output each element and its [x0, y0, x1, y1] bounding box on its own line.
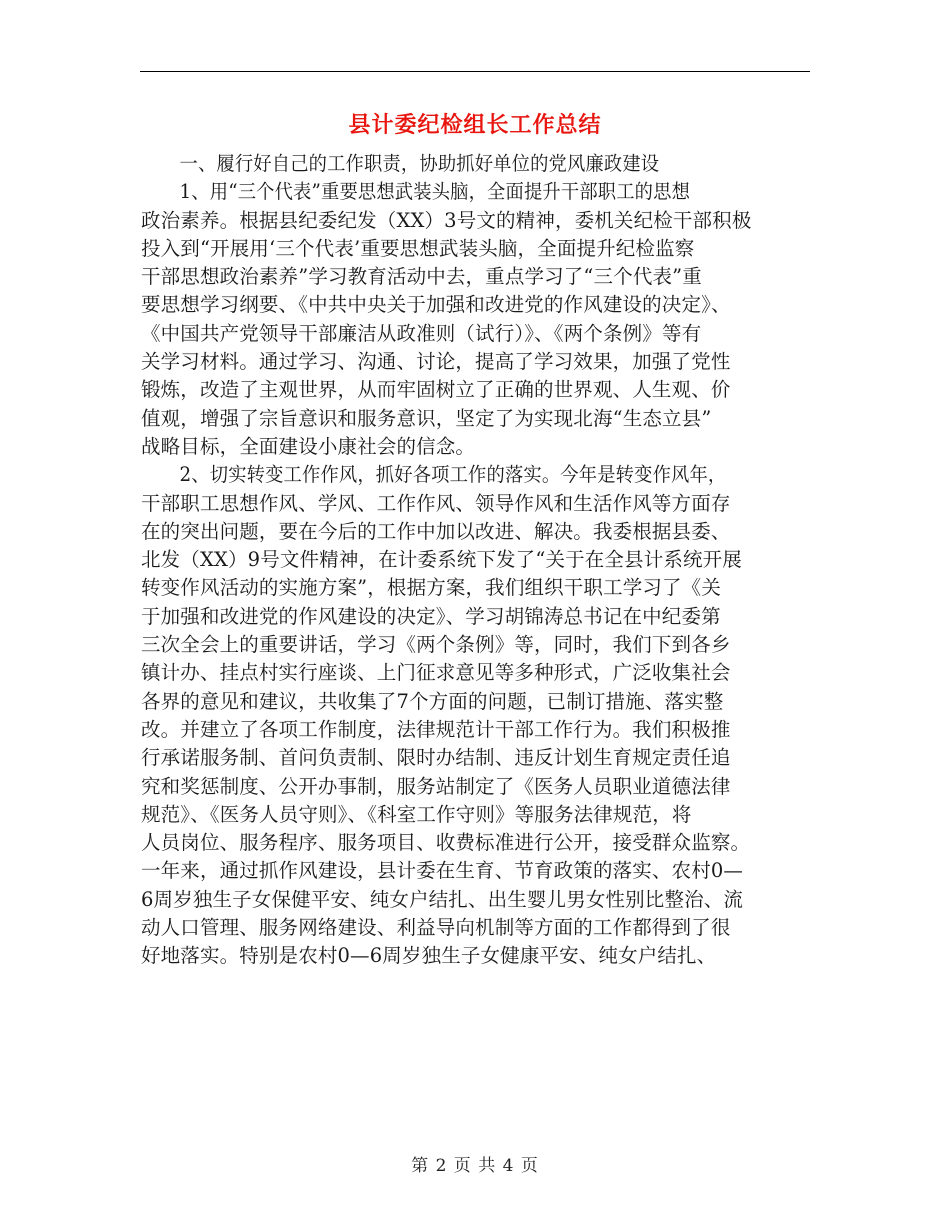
text-line: 值观，增强了宗旨意识和服务意识，坚定了为实现北海“生态立县” — [141, 406, 712, 430]
document-title: 县计委纪检组长工作总结 — [348, 112, 602, 138]
header-rule — [140, 71, 810, 72]
text-line: 规范》、《医务人员守则》、《科室工作守则》等服务法律规范，将 — [141, 802, 692, 826]
text-line: 6周岁独生子女保健平安、纯女户结扎、出生婴儿男女性别比整治、流 — [141, 887, 744, 911]
text-line: 究和奖惩制度、公开办事制，服务站制定了《医务人员职业道德法律 — [141, 774, 731, 798]
text-line: 1、用“三个代表”重要思想武装头脑，全面提升干部职工的思想 — [179, 180, 691, 204]
text-line: 投入到“开展用‘三个代表’重要思想武装头脑，全面提升纪检监察 — [141, 236, 695, 260]
text-line: 于加强和改进党的作风建设的决定》、学习胡锦涛总书记在中纪委第 — [141, 604, 721, 628]
text-line: 改。并建立了各项工作制度，法律规范计干部工作行为。我们积极推 — [141, 717, 731, 741]
text-line: 政治素养。根据县纪委纪发（XX）3号文的精神，委机关纪检干部积极 — [141, 208, 752, 232]
text-line: 行承诺服务制、首问负责制、限时办结制、违反计划生育规定责任追 — [141, 746, 731, 770]
text-line: 转变作风活动的实施方案”，根据方案，我们组织干职工学习了《关 — [141, 576, 721, 600]
text-line: 人员岗位、服务程序、服务项目、收费标准进行公开，接受群众监察。 — [141, 831, 751, 855]
text-line: 2、切实转变工作作风，抓好各项工作的落实。今年是转变作风年， — [179, 463, 727, 487]
text-line: 干部职工思想作风、学风、工作作风、领导作风和生活作风等方面存 — [141, 491, 731, 515]
text-line: 要思想学习纲要、《中共中央关于加强和改进党的作风建设的决定》、 — [141, 293, 731, 317]
text-line: 锻炼，改造了主观世界，从而牢固树立了正确的世界观、人生观、价 — [141, 378, 731, 402]
text-line: 好地落实。特别是农村0—6周岁独生子女健康平安、纯女户结扎、 — [141, 944, 717, 968]
text-line: 《中国共产党领导干部廉洁从政准则（试行）》、《两个条例》等有 — [141, 321, 702, 345]
text-line: 镇计办、挂点村实行座谈、上门征求意见等多种形式，广泛收集社会 — [141, 661, 731, 685]
text-line: 干部思想政治素养”学习教育活动中去，重点学习了“三个代表”重 — [141, 265, 702, 289]
text-line: 一、履行好自己的工作职责，协助抓好单位的党风廉政建设 — [179, 152, 660, 175]
text-line: 在的突出问题，要在今后的工作中加以改进、解决。我委根据县委、 — [141, 519, 731, 543]
page-footer: 第 2 页 共 4 页 — [411, 1156, 539, 1176]
text-line: 北发（XX）9号文件精神，在计委系统下发了“关于在全县计系统开展 — [141, 548, 742, 572]
text-line: 一年来，通过抓作风建设，县计委在生育、节育政策的落实、农村0— — [141, 859, 744, 883]
text-line: 动人口管理、服务网络建设、利益导向机制等方面的工作都得到了很 — [141, 916, 731, 940]
document-body — [141, 150, 813, 971]
text-line: 各界的意见和建议，共收集了7个方面的问题，已制订措施、落实整 — [141, 689, 724, 713]
text-line: 三次全会上的重要讲话，学习《两个条例》等，同时，我们下到各乡 — [141, 633, 731, 657]
text-line: 战略目标，全面建设小康社会的信念。 — [141, 434, 476, 458]
text-line: 关学习材料。通过学习、沟通、讨论，提高了学习效果，加强了党性 — [141, 350, 731, 374]
